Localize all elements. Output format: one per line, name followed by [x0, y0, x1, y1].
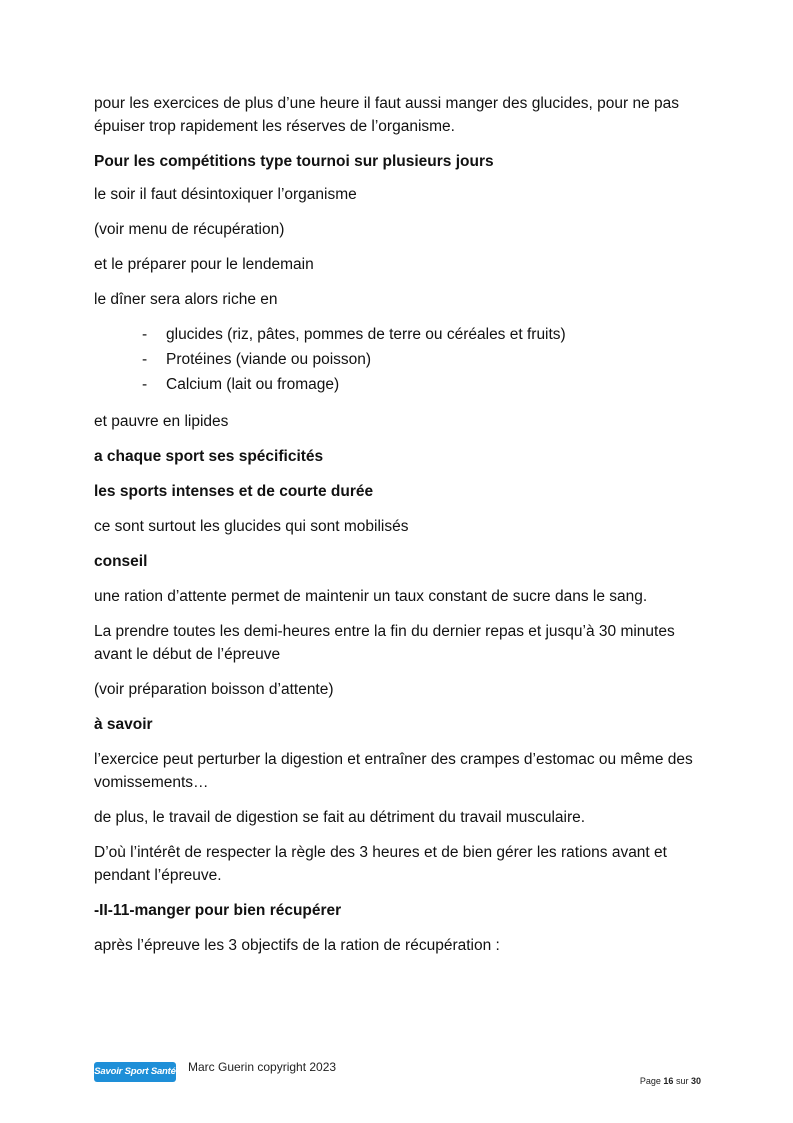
paragraph: et le préparer pour le lendemain — [94, 256, 314, 273]
paragraph: La prendre toutes les demi-heures entre la fin du dernier repas et jusqu’à 30 minutes avant le début de l’épreuve — [94, 623, 675, 663]
list-marker: - — [142, 376, 148, 393]
nutrient-list — [94, 323, 694, 396]
page-separator: sur — [675, 1076, 689, 1086]
page-prefix: Page — [639, 1076, 661, 1086]
section-heading: conseil — [94, 553, 148, 570]
document-body — [94, 92, 694, 969]
list-item-text: Calcium (lait ou fromage) — [166, 376, 340, 393]
paragraph: pour les exercices de plus d’une heure il faut aussi manger des glucides, pour ne pas épuiser trop rapidement les réserves de l’organisme. — [94, 95, 680, 135]
savoir-sport-sante-logo: Savoir Sport Santé — [94, 1062, 176, 1082]
list-item-text: Protéines (viande ou poisson) — [166, 351, 372, 368]
paragraph: (voir préparation boisson d’attente) — [94, 681, 334, 698]
section-heading: à savoir — [94, 716, 153, 733]
paragraph: et pauvre en lipides — [94, 413, 229, 430]
paragraph: ce sont surtout les glucides qui sont mobilisés — [94, 518, 409, 535]
page-total: 30 — [690, 1076, 701, 1086]
paragraph: l’exercice peut perturber la digestion et entraîner des crampes d’estomac ou même des vomissements… — [94, 751, 693, 791]
section-heading: les sports intenses et de courte durée — [94, 483, 374, 500]
page-number: 16 — [663, 1076, 674, 1086]
list-item-text: glucides (riz, pâtes, pommes de terre ou céréales et fruits) — [166, 326, 566, 343]
page-indicator — [640, 1076, 701, 1086]
list-item — [94, 373, 694, 396]
paragraph: après l’épreuve les 3 objectifs de la ration de récupération : — [94, 937, 500, 954]
list-marker: - — [142, 326, 148, 343]
list-marker: - — [142, 351, 148, 368]
list-item — [94, 323, 694, 346]
paragraph: D’où l’intérêt de respecter la règle des 3 heures et de bien gérer les rations avant et pendant l’épreuve. — [94, 844, 667, 884]
paragraph: une ration d’attente permet de maintenir un taux constant de sucre dans le sang. — [94, 588, 648, 605]
paragraph: (voir menu de récupération) — [94, 221, 285, 238]
section-heading: -II-11-manger pour bien récupérer — [94, 902, 342, 919]
copyright-text: Marc Guerin copyright 2023 — [188, 1060, 337, 1074]
paragraph: de plus, le travail de digestion se fait au détriment du travail musculaire. — [94, 809, 586, 826]
section-heading: a chaque sport ses spécificités — [94, 448, 324, 465]
list-item — [94, 348, 694, 371]
section-heading: Pour les compétitions type tournoi sur plusieurs jours — [94, 153, 494, 170]
paragraph: le dîner sera alors riche en — [94, 291, 278, 308]
paragraph: le soir il faut désintoxiquer l’organisme — [94, 186, 357, 203]
